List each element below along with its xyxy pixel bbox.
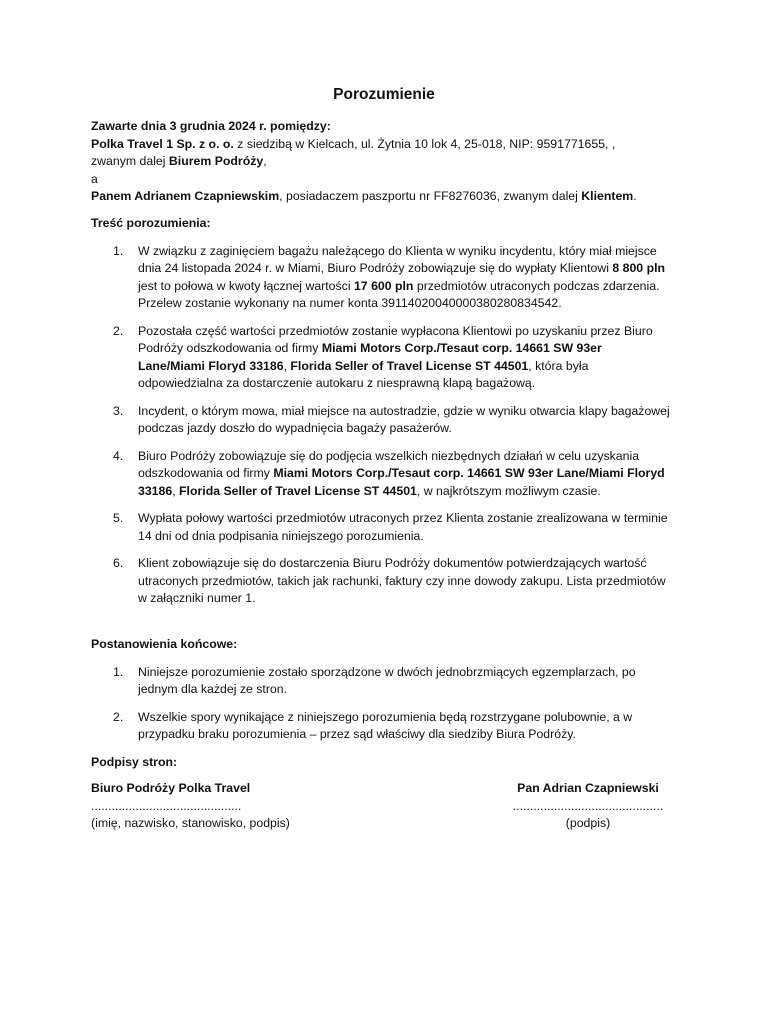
- content-heading: Treść porozumienia:: [91, 216, 211, 230]
- item-text: Biuro Podróży zobowiązuje się do podjęcia wszelkich niezbędnych działań w celu uzyskania odszkodowania od firmy: [138, 448, 640, 480]
- item-text: Wypłata połowy wartości przedmiotów utraconych przez Klienta zostanie zrealizowana w terminie 14 dni od dnia podpisania niniejszego porozumienia.: [138, 511, 668, 543]
- signature-right-caption: (podpis): [565, 816, 611, 830]
- item-text: , która była odpowiedzialna za dostarczenie autokaru z niesprawną klapą bagażową.: [138, 358, 589, 390]
- item-text: , w najkrótszym możliwym czasie.: [416, 483, 601, 498]
- item-bold-text: 17 600 pln: [353, 278, 414, 293]
- item-text: Pozostała część wartości przedmiotów zostanie wypłacona Klientowi po uzyskaniu przez Biuro Podróży odszkodowania od firmy: [138, 323, 653, 355]
- content-section: [91, 215, 671, 618]
- item-text: przedmiotów utraconych podczas zdarzenia. Przelew zostanie wykonany na numer konta 39114020040000380280834542.: [138, 278, 660, 310]
- final-heading: Postanowienia końcowe:: [91, 637, 238, 651]
- final-item: [91, 709, 671, 744]
- date-line: Zawarte dnia 3 grudnia 2024 r. pomiędzy:: [91, 119, 331, 133]
- final-item: [91, 664, 671, 699]
- item-text: Wszelkie spory wynikające z niniejszego porozumienia będą rozstrzygane polubownie, a w przypadku braku porozumienia – przez sąd właściwy dla siedziby Biura Podróży.: [138, 709, 633, 741]
- signature-right-name: Pan Adrian Czapniewski: [517, 781, 659, 795]
- content-item: [91, 323, 671, 393]
- signature-right-line: ............................................: [512, 798, 664, 813]
- company-called-line: zwanym dalej Biurem Podróży,: [91, 154, 267, 168]
- item-bold-text: Florida Seller of Travel License ST 44501: [290, 358, 529, 373]
- item-text: jest to połowa w kwoty łącznej wartości: [138, 278, 354, 293]
- document-title: Porozumienie: [333, 86, 435, 103]
- content-list: [91, 243, 671, 608]
- signatures-heading: Podpisy stron:: [91, 755, 178, 769]
- item-text: Klient zobowiązuje się do dostarczenia Biuru Podróży dokumentów potwierdzających wartość utraconych przedmiotów, takich jak rachunki, faktury czy inne dowody zakupu. Lista przedmiotów w załączniki numer 1.: [138, 556, 666, 605]
- item-number: 3.: [113, 403, 124, 418]
- item-text: Incydent, o którym mowa, miał miejsce na autostradzie, gdzie w wyniku otwarcia klapy bagażowej podczas jazdy doszło do wypadnięcia bagaży pasażerów.: [138, 403, 670, 435]
- signature-left-name: Biuro Podróży Polka Travel: [91, 781, 251, 795]
- item-number: 1.: [113, 664, 124, 679]
- item-number: 2.: [113, 323, 124, 338]
- item-number: 1.: [113, 243, 124, 258]
- and-line: a: [91, 171, 98, 186]
- item-number: 6.: [113, 556, 124, 570]
- item-number: 2.: [113, 709, 124, 724]
- client-line: Panem Adrianem Czapniewskim, posiadaczem paszportu nr FF8276036, zwanym dalej Klientem.: [91, 189, 637, 203]
- item-bold-text: 8 800 pln: [612, 261, 666, 275]
- item-bold-text: Florida Seller of Travel License ST 44501: [179, 483, 417, 498]
- signature-left-caption: (imię, nazwisko, stanowisko, podpis): [91, 816, 290, 830]
- item-bold-text: Miami Motors Corp./Tesaut corp. 14661 SW 93er Lane/Miami Floryd 33186: [138, 466, 665, 498]
- content-item: [91, 243, 671, 313]
- parties-header: [91, 118, 661, 206]
- content-item: [91, 510, 671, 545]
- company-line: Polka Travel 1 Sp. z o. o. z siedzibą w Kielcach, ul. Żytnia 10 lok 4, 25-018, NIP: 9591771655, ,: [91, 136, 616, 151]
- item-number: 5.: [113, 511, 124, 525]
- content-item: [91, 448, 671, 501]
- item-bold-text: Miami Motors Corp./Tesaut corp. 14661 SW 93er Lane/Miami Floryd 33186: [138, 341, 602, 373]
- item-text: Niniejsze porozumienie zostało sporządzone w dwóch jednobrzmiących egzemplarzach, po jednym dla każdej ze stron.: [138, 664, 636, 696]
- signature-left-line: ............................................: [91, 798, 242, 813]
- content-item: [91, 403, 671, 438]
- item-text: W związku z zaginięciem bagażu należącego do Klienta w wyniku incydentu, który miał miejsce dnia 24 listopada 2024 r. w Miami, Biuro Podróży zobowiązuje się do wypłaty Klientowi: [138, 243, 657, 275]
- item-text: ,: [283, 358, 291, 373]
- content-item: [91, 555, 671, 608]
- signature-right: [503, 780, 673, 833]
- signature-left: [91, 780, 391, 833]
- final-section: [91, 636, 671, 754]
- signatures-section: [91, 754, 671, 772]
- item-number: 4.: [113, 448, 124, 463]
- item-text: ,: [172, 483, 180, 498]
- final-list: [91, 664, 671, 744]
